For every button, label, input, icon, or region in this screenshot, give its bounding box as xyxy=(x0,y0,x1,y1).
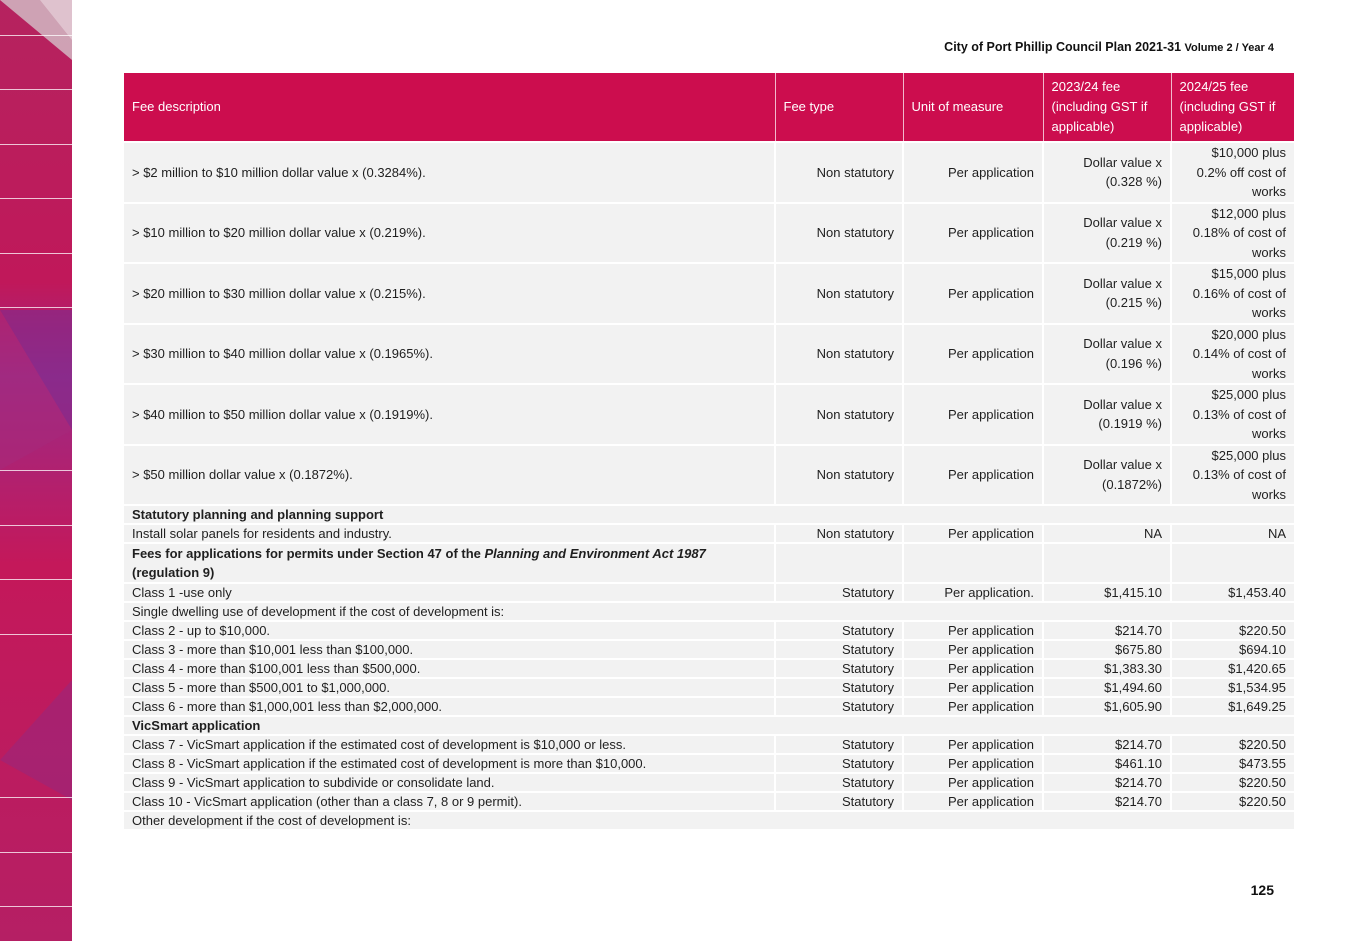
fee-2024-25: $25,000 plus 0.13% of cost of works xyxy=(1171,384,1294,445)
fee-type: Statutory xyxy=(775,621,903,640)
subheading-row xyxy=(124,602,1294,621)
fee-type: Statutory xyxy=(775,773,903,792)
unit-of-measure: Per application xyxy=(903,203,1043,264)
decorative-side-band xyxy=(0,0,72,941)
fee-type: Statutory xyxy=(775,640,903,659)
unit-of-measure: Per application xyxy=(903,640,1043,659)
fee-type: Statutory xyxy=(775,678,903,697)
fee-2023-24: $1,383.30 xyxy=(1043,659,1171,678)
fee-2024-25: $694.10 xyxy=(1171,640,1294,659)
table-row xyxy=(124,384,1294,445)
table-row xyxy=(124,697,1294,716)
fee-description: Class 10 - VicSmart application (other than a class 7, 8 or 9 permit). xyxy=(124,792,775,811)
fee-2023-24: $1,494.60 xyxy=(1043,678,1171,697)
unit-of-measure: Per application xyxy=(903,735,1043,754)
fee-description: > $20 million to $30 million dollar value x (0.215%). xyxy=(124,263,775,324)
fee-2024-25: NA xyxy=(1171,524,1294,543)
fee-2023-24: $675.80 xyxy=(1043,640,1171,659)
fee-description: Class 9 - VicSmart application to subdivide or consolidate land. xyxy=(124,773,775,792)
fee-2023-24: Dollar value x (0.1872%) xyxy=(1043,445,1171,506)
fee-2024-25: $10,000 plus 0.2% off cost of works xyxy=(1171,142,1294,203)
fees-table xyxy=(124,73,1294,829)
fee-description: > $50 million dollar value x (0.1872%). xyxy=(124,445,775,506)
fee-type: Statutory xyxy=(775,792,903,811)
table-row xyxy=(124,203,1294,264)
fee-description: > $40 million to $50 million dollar value x (0.1919%). xyxy=(124,384,775,445)
unit-of-measure: Per application xyxy=(903,384,1043,445)
unit-of-measure: Per application xyxy=(903,697,1043,716)
unit-of-measure: Per application xyxy=(903,678,1043,697)
fee-description: > $10 million to $20 million dollar value x (0.219%). xyxy=(124,203,775,264)
fee-2024-25: $220.50 xyxy=(1171,621,1294,640)
fee-2023-24: $214.70 xyxy=(1043,792,1171,811)
fee-2024-25: $1,420.65 xyxy=(1171,659,1294,678)
section-row xyxy=(124,543,1294,583)
section-row xyxy=(124,505,1294,524)
table-row xyxy=(124,640,1294,659)
fee-description: Install solar panels for residents and industry. xyxy=(124,524,775,543)
section-heading-vicsmart: VicSmart application xyxy=(124,716,1294,735)
fee-2023-24: Dollar value x (0.1919 %) xyxy=(1043,384,1171,445)
table-row xyxy=(124,659,1294,678)
table-row xyxy=(124,524,1294,543)
unit-of-measure: Per application xyxy=(903,792,1043,811)
fee-2024-25: $1,453.40 xyxy=(1171,583,1294,602)
fee-description: Class 3 - more than $10,001 less than $100,000. xyxy=(124,640,775,659)
table-row xyxy=(124,621,1294,640)
subheading-row xyxy=(124,811,1294,829)
fee-type: Non statutory xyxy=(775,524,903,543)
unit-of-measure: Per application xyxy=(903,263,1043,324)
document-header xyxy=(944,40,1274,54)
table-header-row xyxy=(124,73,1294,142)
section-47-act-title: Planning and Environment Act 1987 xyxy=(484,546,706,561)
col-header-unit-of-measure: Unit of measure xyxy=(903,73,1043,142)
table-row xyxy=(124,142,1294,203)
fee-2024-25: $473.55 xyxy=(1171,754,1294,773)
fee-type: Statutory xyxy=(775,697,903,716)
unit-of-measure: Per application. xyxy=(903,583,1043,602)
fee-2024-25: $15,000 plus 0.16% of cost of works xyxy=(1171,263,1294,324)
fee-type: Non statutory xyxy=(775,384,903,445)
table-row xyxy=(124,773,1294,792)
col-header-fee-type: Fee type xyxy=(775,73,903,142)
unit-of-measure: Per application xyxy=(903,445,1043,506)
table-row xyxy=(124,583,1294,602)
section-47-suffix: (regulation 9) xyxy=(132,565,215,580)
fee-2024-25: $12,000 plus 0.18% of cost of works xyxy=(1171,203,1294,264)
col-header-fee-2024-25: 2024/25 fee (including GST if applicable) xyxy=(1171,73,1294,142)
fee-2023-24: $1,605.90 xyxy=(1043,697,1171,716)
table-row xyxy=(124,792,1294,811)
section-47-prefix: Fees for applications for permits under Section 47 of the xyxy=(132,546,485,561)
fee-description: Class 5 - more than $500,001 to $1,000,000. xyxy=(124,678,775,697)
fee-2024-25: $220.50 xyxy=(1171,792,1294,811)
page-number: 125 xyxy=(1250,882,1274,898)
fee-type: Statutory xyxy=(775,583,903,602)
unit-of-measure: Per application xyxy=(903,621,1043,640)
fee-description: Class 4 - more than $100,001 less than $500,000. xyxy=(124,659,775,678)
fee-type: Statutory xyxy=(775,735,903,754)
fee-2023-24: Dollar value x (0.215 %) xyxy=(1043,263,1171,324)
fee-type: Non statutory xyxy=(775,142,903,203)
fee-2023-24: Dollar value x (0.196 %) xyxy=(1043,324,1171,385)
fee-type: Non statutory xyxy=(775,445,903,506)
section-row xyxy=(124,716,1294,735)
fee-2024-25: $220.50 xyxy=(1171,773,1294,792)
table-row xyxy=(124,445,1294,506)
fee-description: > $2 million to $10 million dollar value x (0.3284%). xyxy=(124,142,775,203)
unit-of-measure: Per application xyxy=(903,142,1043,203)
fee-2023-24: $214.70 xyxy=(1043,735,1171,754)
fee-type: Non statutory xyxy=(775,263,903,324)
fee-2023-24: $214.70 xyxy=(1043,773,1171,792)
fee-type: Statutory xyxy=(775,754,903,773)
document-volume: Volume 2 / Year 4 xyxy=(1184,42,1274,54)
unit-of-measure: Per application xyxy=(903,754,1043,773)
fee-type: Statutory xyxy=(775,659,903,678)
fee-2024-25: $1,649.25 xyxy=(1171,697,1294,716)
fee-description: Class 2 - up to $10,000. xyxy=(124,621,775,640)
fee-description: Class 1 -use only xyxy=(124,583,775,602)
table-row xyxy=(124,324,1294,385)
table-row xyxy=(124,263,1294,324)
fee-2023-24: $214.70 xyxy=(1043,621,1171,640)
fee-2023-24: NA xyxy=(1043,524,1171,543)
table-row xyxy=(124,754,1294,773)
document-title: City of Port Phillip Council Plan 2021-31 xyxy=(944,40,1182,54)
table-row xyxy=(124,735,1294,754)
section-heading-statutory-planning: Statutory planning and planning support xyxy=(124,505,1294,524)
fee-2023-24: $461.10 xyxy=(1043,754,1171,773)
fee-2024-25: $20,000 plus 0.14% of cost of works xyxy=(1171,324,1294,385)
fee-2024-25: $220.50 xyxy=(1171,735,1294,754)
fee-description: > $30 million to $40 million dollar value x (0.1965%). xyxy=(124,324,775,385)
unit-of-measure: Per application xyxy=(903,659,1043,678)
fee-description: Class 6 - more than $1,000,001 less than $2,000,000. xyxy=(124,697,775,716)
fee-type: Non statutory xyxy=(775,203,903,264)
unit-of-measure: Per application xyxy=(903,324,1043,385)
unit-of-measure: Per application xyxy=(903,524,1043,543)
fee-type: Non statutory xyxy=(775,324,903,385)
table-row xyxy=(124,678,1294,697)
fee-2023-24: $1,415.10 xyxy=(1043,583,1171,602)
unit-of-measure: Per application xyxy=(903,773,1043,792)
col-header-fee-description: Fee description xyxy=(124,73,775,142)
fee-2023-24: Dollar value x (0.328 %) xyxy=(1043,142,1171,203)
fee-description: Class 7 - VicSmart application if the estimated cost of development is $10,000 or less. xyxy=(124,735,775,754)
fee-2024-25: $1,534.95 xyxy=(1171,678,1294,697)
section-heading-section-47 xyxy=(124,543,775,583)
col-header-fee-2023-24: 2023/24 fee (including GST if applicable) xyxy=(1043,73,1171,142)
fee-2023-24: Dollar value x (0.219 %) xyxy=(1043,203,1171,264)
other-development-subheading: Other development if the cost of development is: xyxy=(124,811,1294,829)
fee-2024-25: $25,000 plus 0.13% of cost of works xyxy=(1171,445,1294,506)
single-dwelling-subheading: Single dwelling use of development if the cost of development is: xyxy=(124,602,1294,621)
fee-description: Class 8 - VicSmart application if the estimated cost of development is more than $10,000. xyxy=(124,754,775,773)
